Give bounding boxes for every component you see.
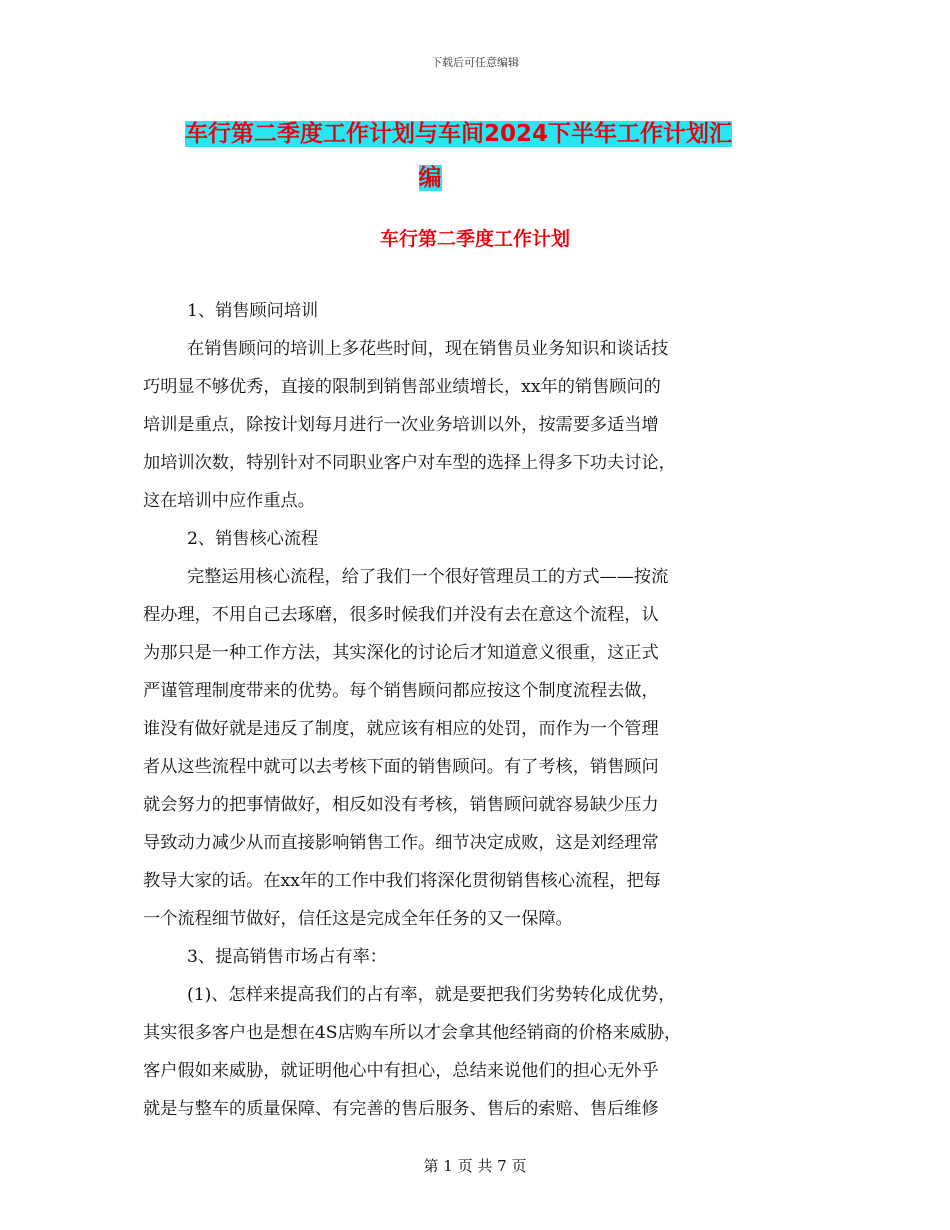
body-line: 在销售顾问的培训上多花些时间，现在销售员业务知识和谈话技 — [187, 339, 669, 359]
header-note: 下载后可任意编辑 — [431, 56, 519, 69]
body-line: 完整运用核心流程，给了我们一个很好管理员工的方式——按流 — [187, 567, 669, 587]
title-line-2: 编 — [418, 165, 442, 191]
page-footer: 第 1 页 共 7 页 — [423, 1157, 527, 1175]
body-text — [143, 292, 815, 1128]
body-line: 培训是重点，除按计划每月进行一次业务培训以外，按需要多适当增 — [143, 415, 659, 435]
body-line: 程办理，不用自己去琢磨，很多时候我们并没有去在意这个流程，认 — [143, 605, 659, 625]
body-line: 巧明显不够优秀，直接的限制到销售部业绩增长，xx年的销售顾问的 — [143, 377, 661, 397]
body-line: (1)、怎样来提高我们的占有率，就是要把我们劣势转化成优势， — [187, 985, 676, 1005]
body-line: 就是与整车的质量保障、有完善的售后服务、售后的索赔、售后维修 — [143, 1099, 659, 1119]
body-line: 3、提高销售市场占有率： — [187, 947, 387, 967]
body-line: 教导大家的话。在xx年的工作中我们将深化贯彻销售核心流程，把每 — [143, 871, 661, 891]
body-line: 2、销售核心流程 — [187, 529, 319, 549]
body-line: 其实很多客户也是想在4S店购车所以才会拿其他经销商的价格来威胁， — [143, 1023, 682, 1043]
title-line-1: 车行第二季度工作计划与车间2024下半年工作计划汇 — [185, 121, 733, 147]
document-title — [185, 112, 825, 200]
body-line: 谁没有做好就是违反了制度，就应该有相应的处罚，而作为一个管理 — [143, 719, 659, 739]
body-line: 者从这些流程中就可以去考核下面的销售顾问。有了考核，销售顾问 — [143, 757, 659, 777]
body-line: 这在培训中应作重点。 — [143, 491, 315, 511]
body-line: 严谨管理制度带来的优势。每个销售顾问都应按这个制度流程去做， — [143, 681, 659, 701]
body-line: 就会努力的把事情做好，相反如没有考核，销售顾问就容易缺少压力 — [143, 795, 659, 815]
body-line: 1、销售顾问培训 — [187, 301, 319, 321]
section-title: 车行第二季度工作计划 — [379, 228, 570, 250]
body-line: 导致动力减少从而直接影响销售工作。细节决定成败，这是刘经理常 — [143, 833, 659, 853]
body-line: 加培训次数，特别针对不同职业客户对车型的选择上得多下功夫讨论， — [143, 453, 676, 473]
body-line: 为那只是一种工作方法，其实深化的讨论后才知道意义很重，这正式 — [143, 643, 659, 663]
body-line: 一个流程细节做好，信任这是完成全年任务的又一保障。 — [143, 909, 573, 929]
body-line: 客户假如来威胁，就证明他心中有担心，总结来说他们的担心无外乎 — [143, 1061, 659, 1081]
